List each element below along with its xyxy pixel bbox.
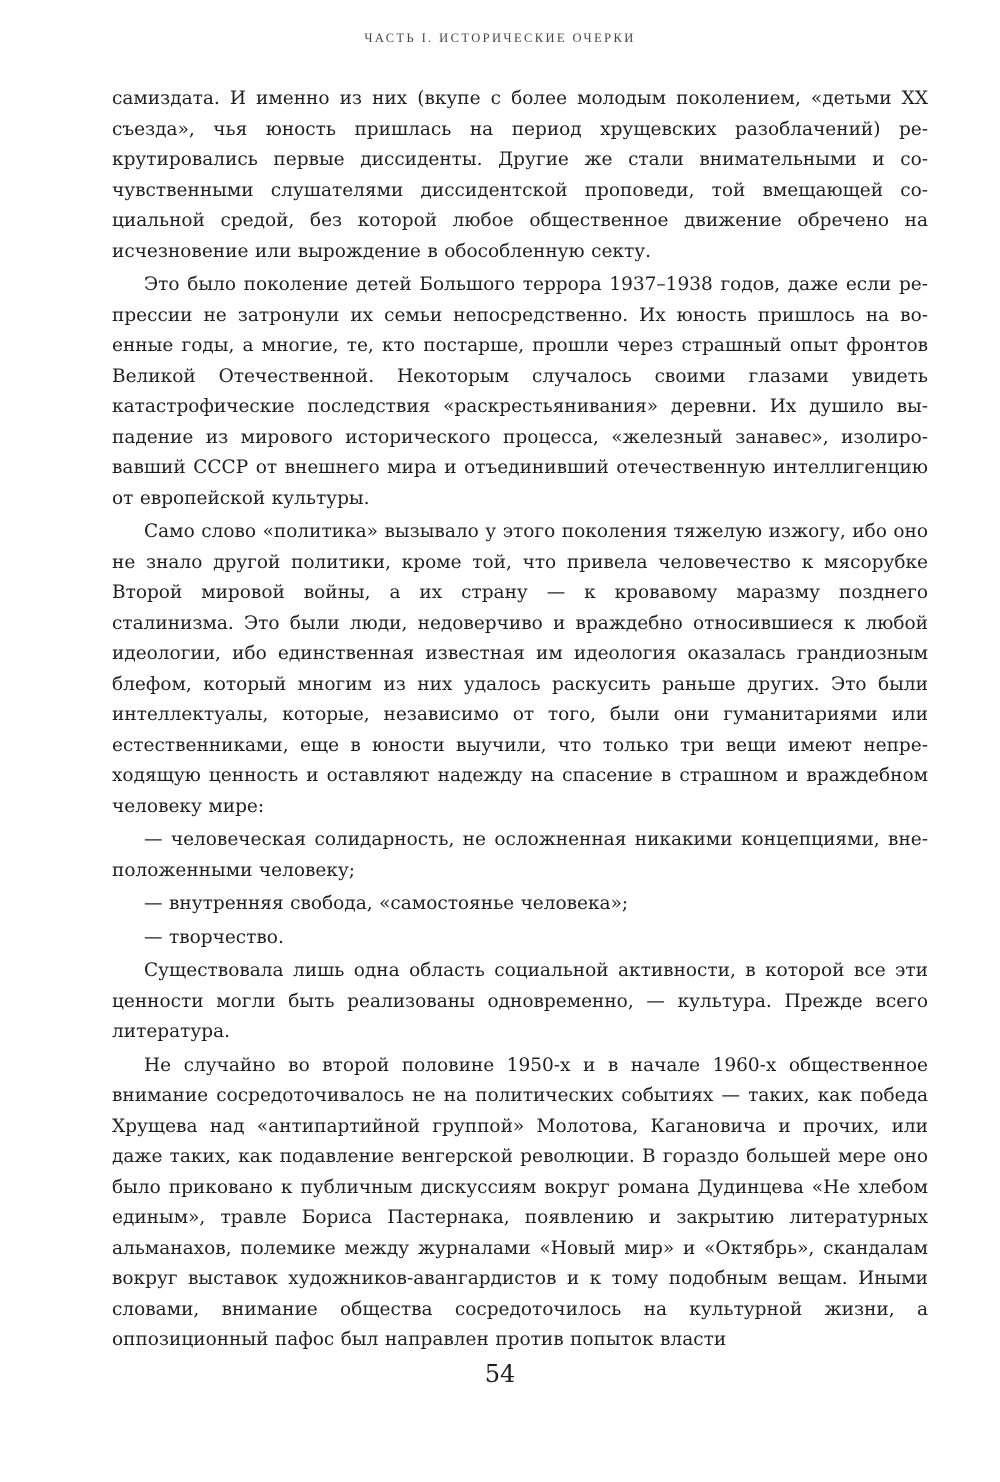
body-text xyxy=(112,84,928,1359)
list-item-dash: — творчество. xyxy=(144,926,284,948)
paragraph: Само слово «политика» вызывало у этого поколения тяжелую изжогу, ибо оно не знало другой политики, кроме той, что привела человечество к мясорубке Второй мировой войны, а их страну — к кровавому маразму позднего сталинизма. Это были люди, недоверчиво и враждебно относившиеся к любой идеологии, ибо единственная известная им идеология оказалась грандиозным блефом, который многим из них удалось раскусить раньше других. Это были интеллектуалы, которые, независимо от того, были они гуманитариями или естественниками, еще в юности выучили, что только три вещи имеют непреходящую ценность и оставляют надежду на спасение в страшном и враждебном человеку мире: xyxy=(112,521,928,817)
list-item-dash: — человеческая солидарность, не осложненная никакими концепциями, внеположенными человеку; xyxy=(112,829,928,881)
paragraph-continuation: самиздата. И именно из них (вкупе с более молодым поколением, «детьми XX съезда», чья юность пришлась на период хрущевских разоблачений) рекрутировались первые диссиденты. Другие же стали внимательными и сочувственными слушателями диссидентской проповеди, той вмещающей социальной средой, без которой любое общественное движение обречено на исчезновение или вырождение в обособленную секту. xyxy=(112,88,928,262)
list-item-dash: — внутренняя свобода, «самостоянье человека»; xyxy=(144,893,629,914)
paragraph: Существовала лишь одна область социальной активности, в которой все эти ценности могли быть реализованы одновременно, — культура. Прежде всего литература. xyxy=(112,960,928,1042)
paragraph: Это было поколение детей Большого террора 1937–1938 годов, даже если репрессии не затронули их семьи непосредственно. Их юность пришлось на военные годы, а многие, те, кто постарше, прошли через страшный опыт фронтов Великой Отечественной. Некоторым случалось своими глазами увидеть катастрофические последствия «раскрестьянивания» деревни. Их душило выпадение из мирового исторического процесса, «железный занавес», изолировавший СССР от внешнего мира и отъединивший отечественную интеллигенцию от европейской культуры. xyxy=(112,274,928,509)
running-head: ЧАСТЬ I. ИСТОРИЧЕСКИЕ ОЧЕРКИ xyxy=(364,31,636,45)
page-number: 54 xyxy=(484,1360,516,1388)
paragraph: Не случайно во второй половине 1950-х и в начале 1960-х общественное внимание сосредоточивалось не на политических событиях — таких, как победа Хрущева над «антипартийной группой» Молотова, Кагановича и прочих, или даже таких, как подавление венгерской революции. В гораздо большей мере оно было приковано к публичным дискуссиям вокруг романа Дудинцева «Не хлебом единым», травле Бориса Пастернака, появлению и закрытию литературных альманахов, полемике между журналами «Новый мир» и «Октябрь», скандалам вокруг выставок художников-авангардистов и к тому подобным вещам. Иными словами, внимание общества сосредоточилось на культурной жизни, а оппозиционный пафос был направлен против попыток власти xyxy=(112,1054,928,1350)
